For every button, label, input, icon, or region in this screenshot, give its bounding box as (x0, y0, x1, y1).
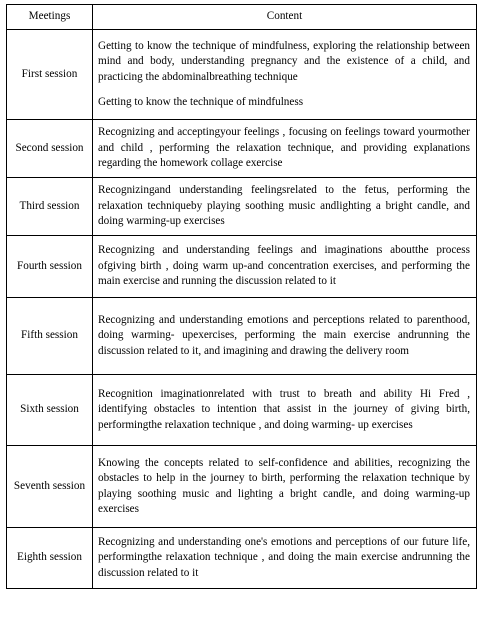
content-paragraph: Recognizing and understanding one's emotions and perceptions of our future life, performingthe relaxation technique , and doing the main exercise andrunning the discussion related to it (98, 535, 470, 579)
table-row (7, 236, 477, 298)
content-cell (93, 446, 477, 528)
meeting-cell: Seventh session (7, 446, 93, 528)
meeting-cell: Fifth session (7, 298, 93, 375)
content-cell (93, 375, 477, 446)
meeting-cell: Third session (7, 178, 93, 236)
content-cell (93, 298, 477, 375)
content-paragraph: Getting to know the technique of mindfulness, exploring the relationship between mind and body, understanding pregnancy and the existence of a child, and practicing the abdominalbreathing technique (98, 39, 470, 83)
table-row (7, 298, 477, 375)
table-row (7, 375, 477, 446)
content-cell (93, 30, 477, 120)
content-paragraph: Recognition imaginationrelated with trust to breath and ability Hi Fred , identifying obstacles to intention that assist in the journey of giving birth, performingthe relaxation technique , and doing warming- up exercises (98, 387, 470, 431)
meeting-cell: Sixth session (7, 375, 93, 446)
table-row (7, 120, 477, 178)
meeting-cell: Fourth session (7, 236, 93, 298)
table-row (7, 178, 477, 236)
meetings-header: Meetings (7, 5, 93, 30)
content-cell (93, 528, 477, 589)
content-cell (93, 120, 477, 178)
table-row (7, 528, 477, 589)
content-paragraph: Recognizingand understanding feelingsrelated to the fetus, performing the relaxation techniqueby playing soothing music andlighting a bright candle, and doing warming-up exercises (98, 184, 470, 228)
content-paragraph: Getting to know the technique of mindfulness (98, 96, 304, 108)
sessions-table (6, 4, 477, 589)
meeting-cell: First session (7, 30, 93, 120)
content-cell (93, 178, 477, 236)
content-paragraph: Recognizing and understanding feelings and imaginations aboutthe process ofgiving birth , doing warm up-and concentration exercises, and performing the main exercise and running the discussion related to it (98, 244, 470, 288)
content-paragraph: Knowing the concepts related to self-confidence and abilities, recognizing the obstacles to help in the journey to birth, performing the relaxation technique by playing soothing music and lighting a bright candle, and doing warming-up exercises (98, 456, 470, 515)
meeting-cell: Eighth session (7, 528, 93, 589)
content-cell (93, 236, 477, 298)
content-paragraph: Recognizing and acceptingyour feelings , focusing on feelings toward yourmother and child , performing the relaxation technique, and providing explanations regarding the homework collage exercise (98, 126, 470, 170)
content-header: Content (93, 5, 477, 30)
content-paragraph: Recognizing and understanding emotions and perceptions related to parenthood, doing warming- upexercises, performing the main exercise andrunning the discussion related to it, and imagining and drawing the delivery room (98, 313, 470, 357)
table-row (7, 30, 477, 120)
table-row (7, 446, 477, 528)
meeting-cell: Second session (7, 120, 93, 178)
table-header-row (7, 5, 477, 30)
